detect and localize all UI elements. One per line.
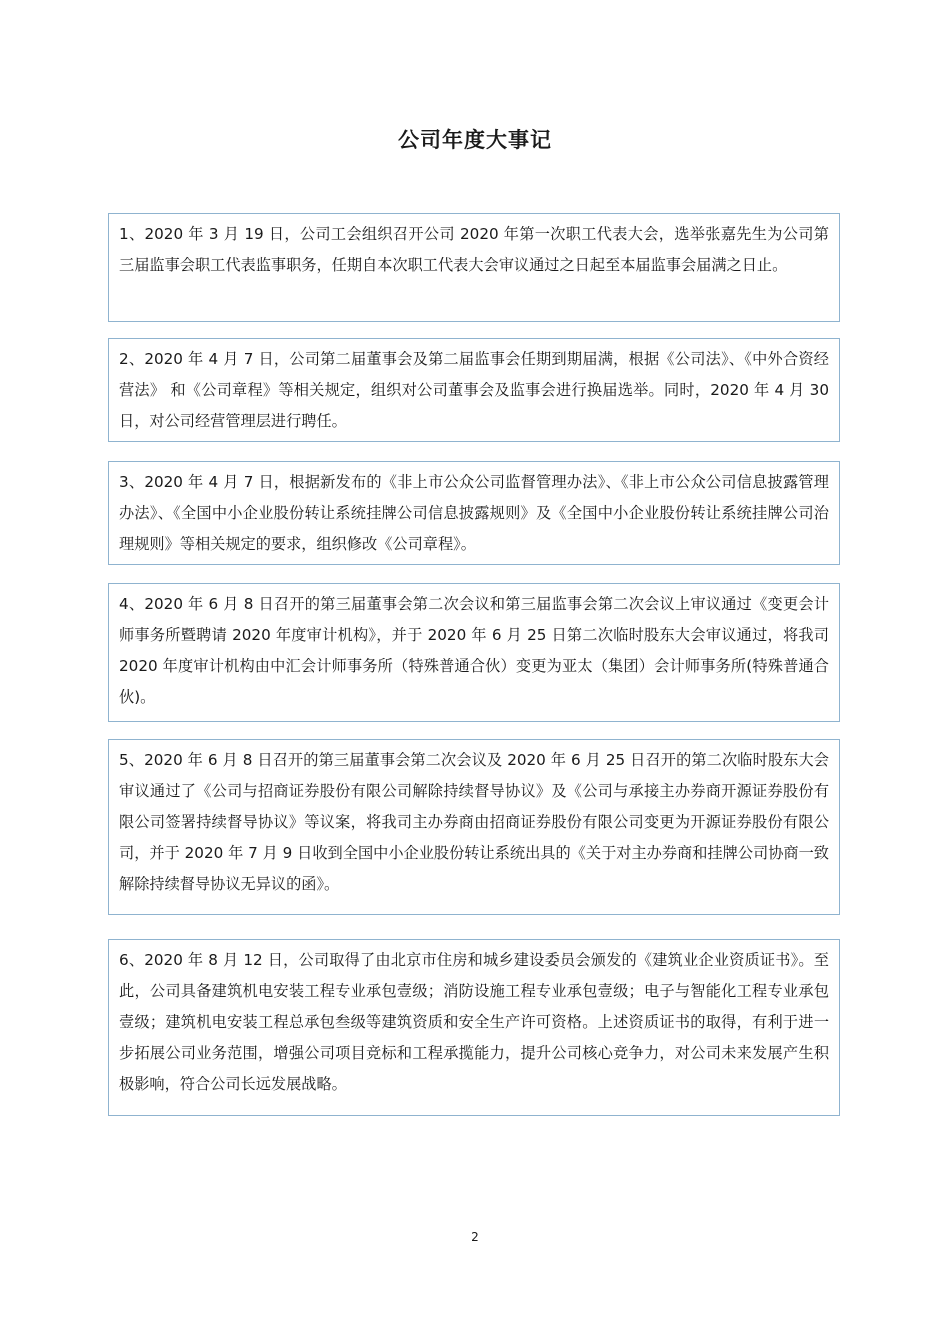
event-text-1: 1、2020 年 3 月 19 日，公司工会组织召开公司 2020 年第一次职工代表大会，选举张嘉先生为公司第三届监事会职工代表监事职务，任期自本次职工代表大会审议通过之日起至本届监事会届满之日止。: [119, 225, 829, 274]
page-title: 公司年度大事记: [398, 128, 552, 152]
event-box-1: [108, 213, 840, 322]
page-number: 2: [471, 1230, 479, 1244]
event-text-2: 2、2020 年 4 月 7 日，公司第二届董事会及第二届监事会任期到期届满，根据《公司法》、《中外合资经营法》 和《公司章程》等相关规定，组织对公司董事会及监事会进行换届选举。同时，2020 年 4 月 30 日，对公司经营管理层进行聘任。: [119, 350, 829, 430]
event-box-4: [108, 583, 840, 722]
event-box-3: [108, 461, 840, 565]
event-text-5: 5、2020 年 6 月 8 日召开的第三届董事会第二次会议及 2020 年 6 月 25 日召开的第二次临时股东大会审议通过了《公司与招商证券股份有限公司解除持续督导协议》及《公司与承接主办券商开源证券股份有限公司签署持续督导协议》等议案，将我司主办券商由招商证券股份有限公司变更为开源证券股份有限公司，并于 2020 年 7 月 9 日收到全国中小企业股份转让系统出具的《关于对主办券商和挂牌公司协商一致解除持续督导协议无异议的函》。: [119, 751, 829, 893]
event-box-5: [108, 739, 840, 915]
event-text-6: 6、2020 年 8 月 12 日，公司取得了由北京市住房和城乡建设委员会颁发的《建筑业企业资质证书》。至此，公司具备建筑机电安装工程专业承包壹级；消防设施工程专业承包壹级；电子与智能化工程专业承包壹级；建筑机电安装工程总承包叁级等建筑资质和安全生产许可资格。上述资质证书的取得，有利于进一步拓展公司业务范围，增强公司项目竞标和工程承揽能力，提升公司核心竞争力，对公司未来发展产生积极影响，符合公司长远发展战略。: [119, 951, 829, 1093]
event-box-2: [108, 338, 840, 442]
event-text-4: 4、2020 年 6 月 8 日召开的第三届董事会第二次会议和第三届监事会第二次会议上审议通过《变更会计师事务所暨聘请 2020 年度审计机构》，并于 2020 年 6 月 25 日第二次临时股东大会审议通过，将我司 2020 年度审计机构由中汇会计师事务所（特殊普通合伙）变更为亚太（集团）会计师事务所(特殊普通合伙)。: [119, 595, 829, 706]
event-text-3: 3、2020 年 4 月 7 日，根据新发布的《非上市公众公司监督管理办法》、《非上市公众公司信息披露管理办法》、《全国中小企业股份转让系统挂牌公司信息披露规则》及《全国中小企业股份转让系统挂牌公司治理规则》等相关规定的要求，组织修改《公司章程》。: [119, 473, 829, 553]
event-box-6: [108, 939, 840, 1116]
